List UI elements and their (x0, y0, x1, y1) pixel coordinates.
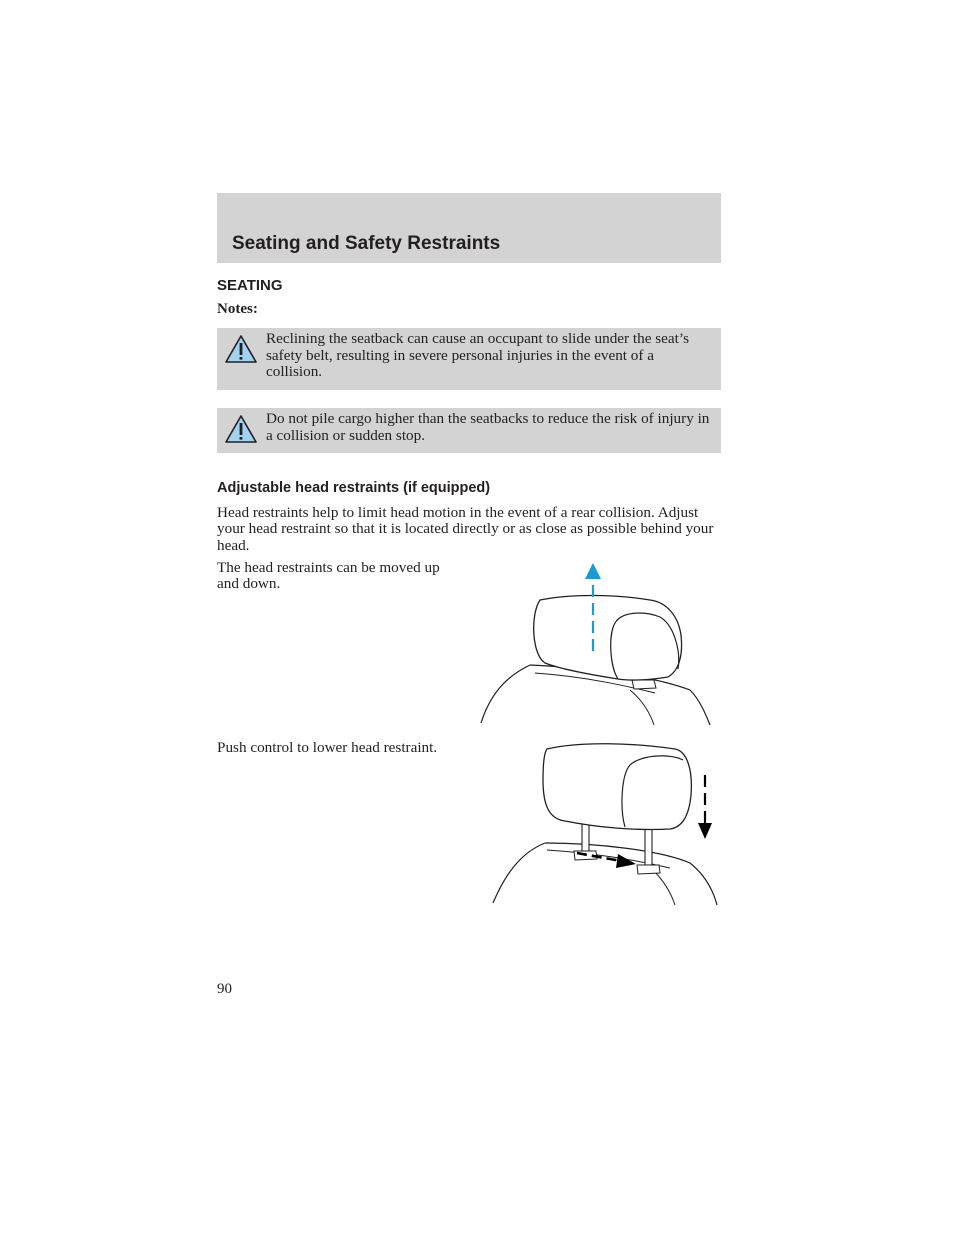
warning-text: Reclining the seatback can cause an occupant to slide under the seat’s safety belt, resulting in severe personal injuries in the event of a collision. (266, 330, 689, 381)
warning-box-cargo (217, 408, 721, 453)
head-restraint-lower-illustration (485, 735, 720, 910)
warning-text: Do not pile cargo higher than the seatbacks to reduce the risk of injury in a collision or sudden stop. (266, 410, 710, 444)
move-paragraph: The head restraints can be moved up and down. (217, 559, 440, 593)
notes-label: Notes: (217, 301, 258, 317)
page-title: Seating and Safety Restraints (232, 233, 501, 254)
warning-box-recline (217, 328, 721, 390)
intro-paragraph: Head restraints help to limit head motion in the event of a rear collision. Adjust your head restraint so that it is located directly or as close as possible behind your head. (217, 504, 714, 554)
section-heading: SEATING (217, 277, 283, 294)
warning-triangle-icon (224, 414, 258, 444)
warning-triangle-icon (224, 334, 258, 364)
page-number: 90 (217, 981, 232, 997)
head-restraint-raise-illustration (470, 555, 720, 730)
subheading-head-restraints: Adjustable head restraints (if equipped) (217, 480, 491, 496)
lower-paragraph: Push control to lower head restraint. (217, 739, 438, 756)
